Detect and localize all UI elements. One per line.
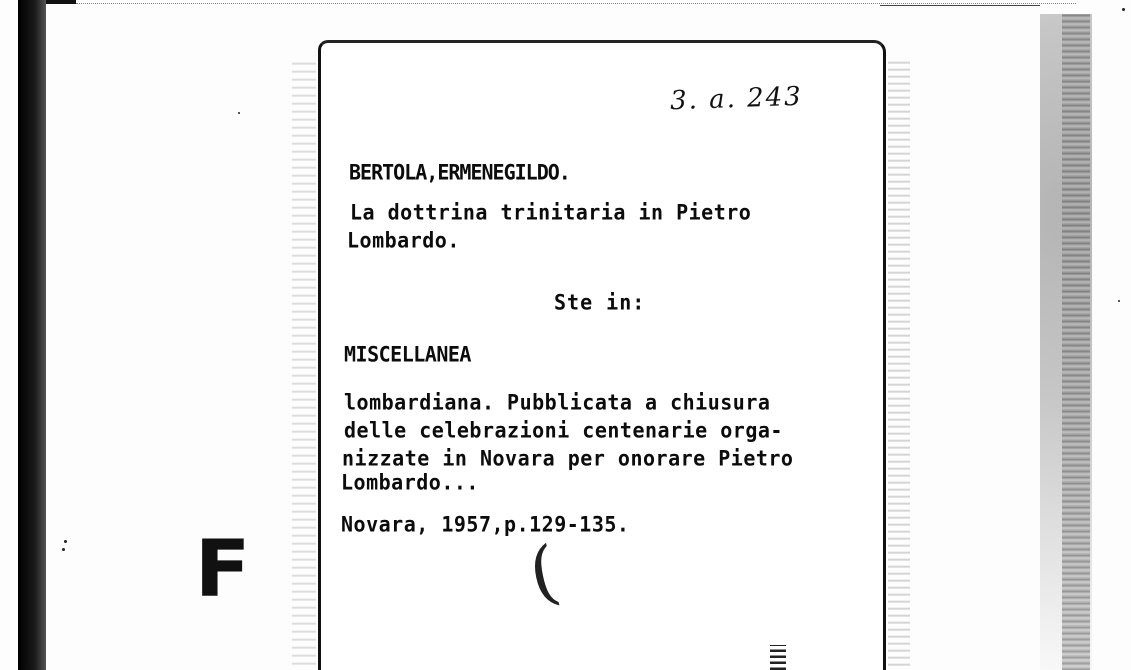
scan-speck: [238, 112, 240, 114]
scan-speck: [62, 548, 65, 551]
card-imprint: Novara, 1957,p.129-135.: [341, 511, 630, 537]
scan-bottom-mark: [770, 645, 786, 670]
card-series-line-3: nizzate in Novara per onorare Pietro: [342, 445, 794, 471]
scan-top-edge: [76, 3, 1076, 4]
scan-speck: [1122, 8, 1125, 11]
pencil-mark: (: [521, 530, 566, 616]
card-ste-in: Ste in:: [554, 289, 646, 315]
scan-right-border-noise: [1062, 14, 1090, 670]
scan-speck: [1118, 300, 1120, 302]
scan-left-border: [18, 0, 46, 670]
card-series-line-2: delle celebrazioni centenarie orga-: [344, 417, 783, 443]
card-shelfmark: 3. a. 243: [669, 81, 804, 117]
card-series-line-1: lombardiana. Pubblicata a chiusura: [344, 389, 771, 415]
card-title-line-2: Lombardo.: [347, 227, 460, 253]
card-series-line-4: Lombardo...: [341, 469, 479, 495]
scan-corner-mark: [46, 0, 76, 16]
card-left-shadow: [292, 60, 316, 670]
card-title-line-1: La dottrina trinitaria in Pietro: [350, 199, 752, 225]
card-series-heading: MISCELLANEA: [344, 341, 471, 367]
card-author: BERTOLA,ERMENEGILDO.: [349, 159, 570, 185]
scan-speck: [64, 540, 67, 543]
section-letter: F: [194, 525, 251, 615]
card-right-shadow: [888, 60, 910, 670]
scan-top-edge-line: [880, 5, 1040, 6]
